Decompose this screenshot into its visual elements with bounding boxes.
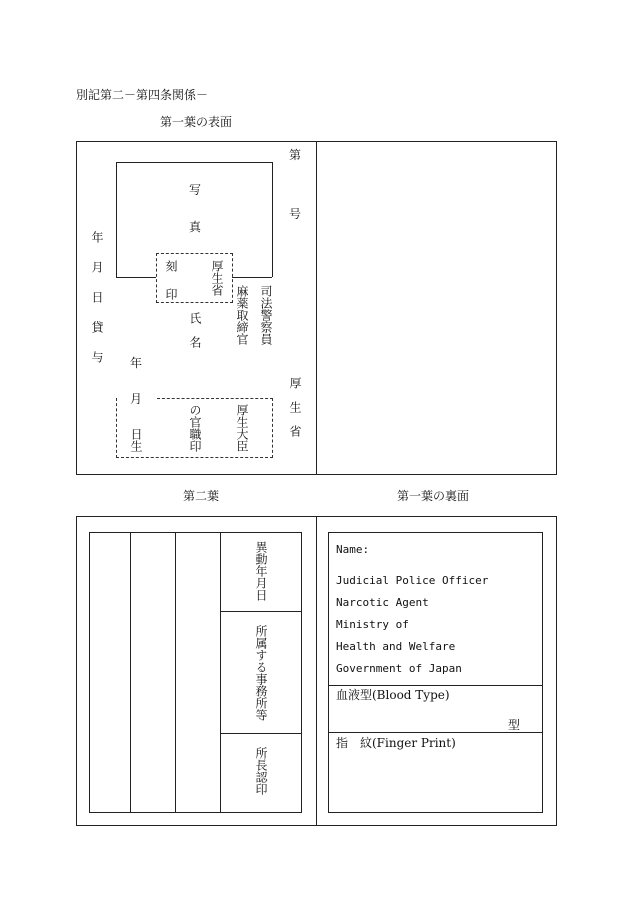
back-blood-type-label: 血液型(Blood Type) [336, 688, 450, 702]
photo-frame-top [116, 162, 272, 163]
back-divider-2 [328, 732, 543, 733]
title-judicial-police: 司法警察員 [259, 285, 273, 345]
photo-label-2: 真 [189, 220, 202, 234]
name-label: 氏名 [188, 312, 202, 360]
document-heading: 別記第二－第四条関係－ [76, 88, 209, 102]
leaf2-table [89, 532, 302, 813]
back-fingerprint-label: 指 紋(Finger Print) [336, 736, 456, 750]
stamp-label-ministry: 厚生省 [210, 260, 224, 296]
leaf2-col-divider-2 [175, 532, 176, 813]
leaf2-row-chief-seal: 所長認印 [254, 747, 268, 795]
leaf2-col-divider-1 [130, 532, 131, 813]
leaf2-row-transfer-date: 異動年月日 [254, 541, 268, 601]
stamp-label-kokuin: 刻印 [164, 260, 178, 316]
back-line-government: Government of Japan [336, 662, 462, 675]
birth-day-label: 日生 [129, 428, 143, 452]
photo-frame-right [272, 162, 273, 277]
caption-leaf2: 第二葉 [183, 489, 220, 503]
front-card-fold-line [316, 141, 317, 475]
leaf2-col-divider-3 [220, 532, 221, 813]
leaf2-row-divider-2 [220, 733, 302, 734]
back-line-narcotic-agent: Narcotic Agent [336, 596, 429, 609]
official-seal-box-left [116, 398, 117, 458]
bottom-card-fold-line [316, 516, 317, 826]
back-line-judicial-police: Judicial Police Officer [336, 574, 489, 587]
leaf2-row-divider-1 [220, 611, 302, 612]
official-seal-box-top [157, 398, 273, 399]
official-seal-minister: 厚生大臣 [235, 404, 249, 452]
back-blood-type-suffix: 型 [508, 718, 521, 732]
ministry-label: 厚生省 [288, 377, 302, 449]
caption-back-leaf1: 第一葉の裏面 [397, 489, 470, 503]
back-divider-1 [328, 685, 543, 686]
title-narcotic-agent: 麻薬取締官 [235, 285, 249, 345]
number-label-go: 号 [289, 207, 302, 221]
birth-month-label: 月 [130, 392, 143, 406]
photo-frame-bottom-left [116, 277, 156, 278]
leaf2-row-office: 所属する事務所等 [254, 625, 268, 721]
back-line-health-welfare: Health and Welfare [336, 640, 456, 653]
back-line-ministry-of: Ministry of [336, 618, 409, 631]
photo-label-1: 写 [189, 183, 202, 197]
back-name-label: Name: [336, 543, 370, 556]
photo-frame-left [116, 162, 117, 277]
photo-frame-bottom-right [232, 277, 272, 278]
caption-front-leaf1: 第一葉の表面 [160, 115, 233, 129]
issue-date-label: 年月日貸与 [90, 231, 104, 381]
birth-year-label: 年 [130, 356, 143, 370]
number-label-dai: 第 [289, 148, 302, 162]
official-seal-title: の官職印 [188, 404, 202, 452]
